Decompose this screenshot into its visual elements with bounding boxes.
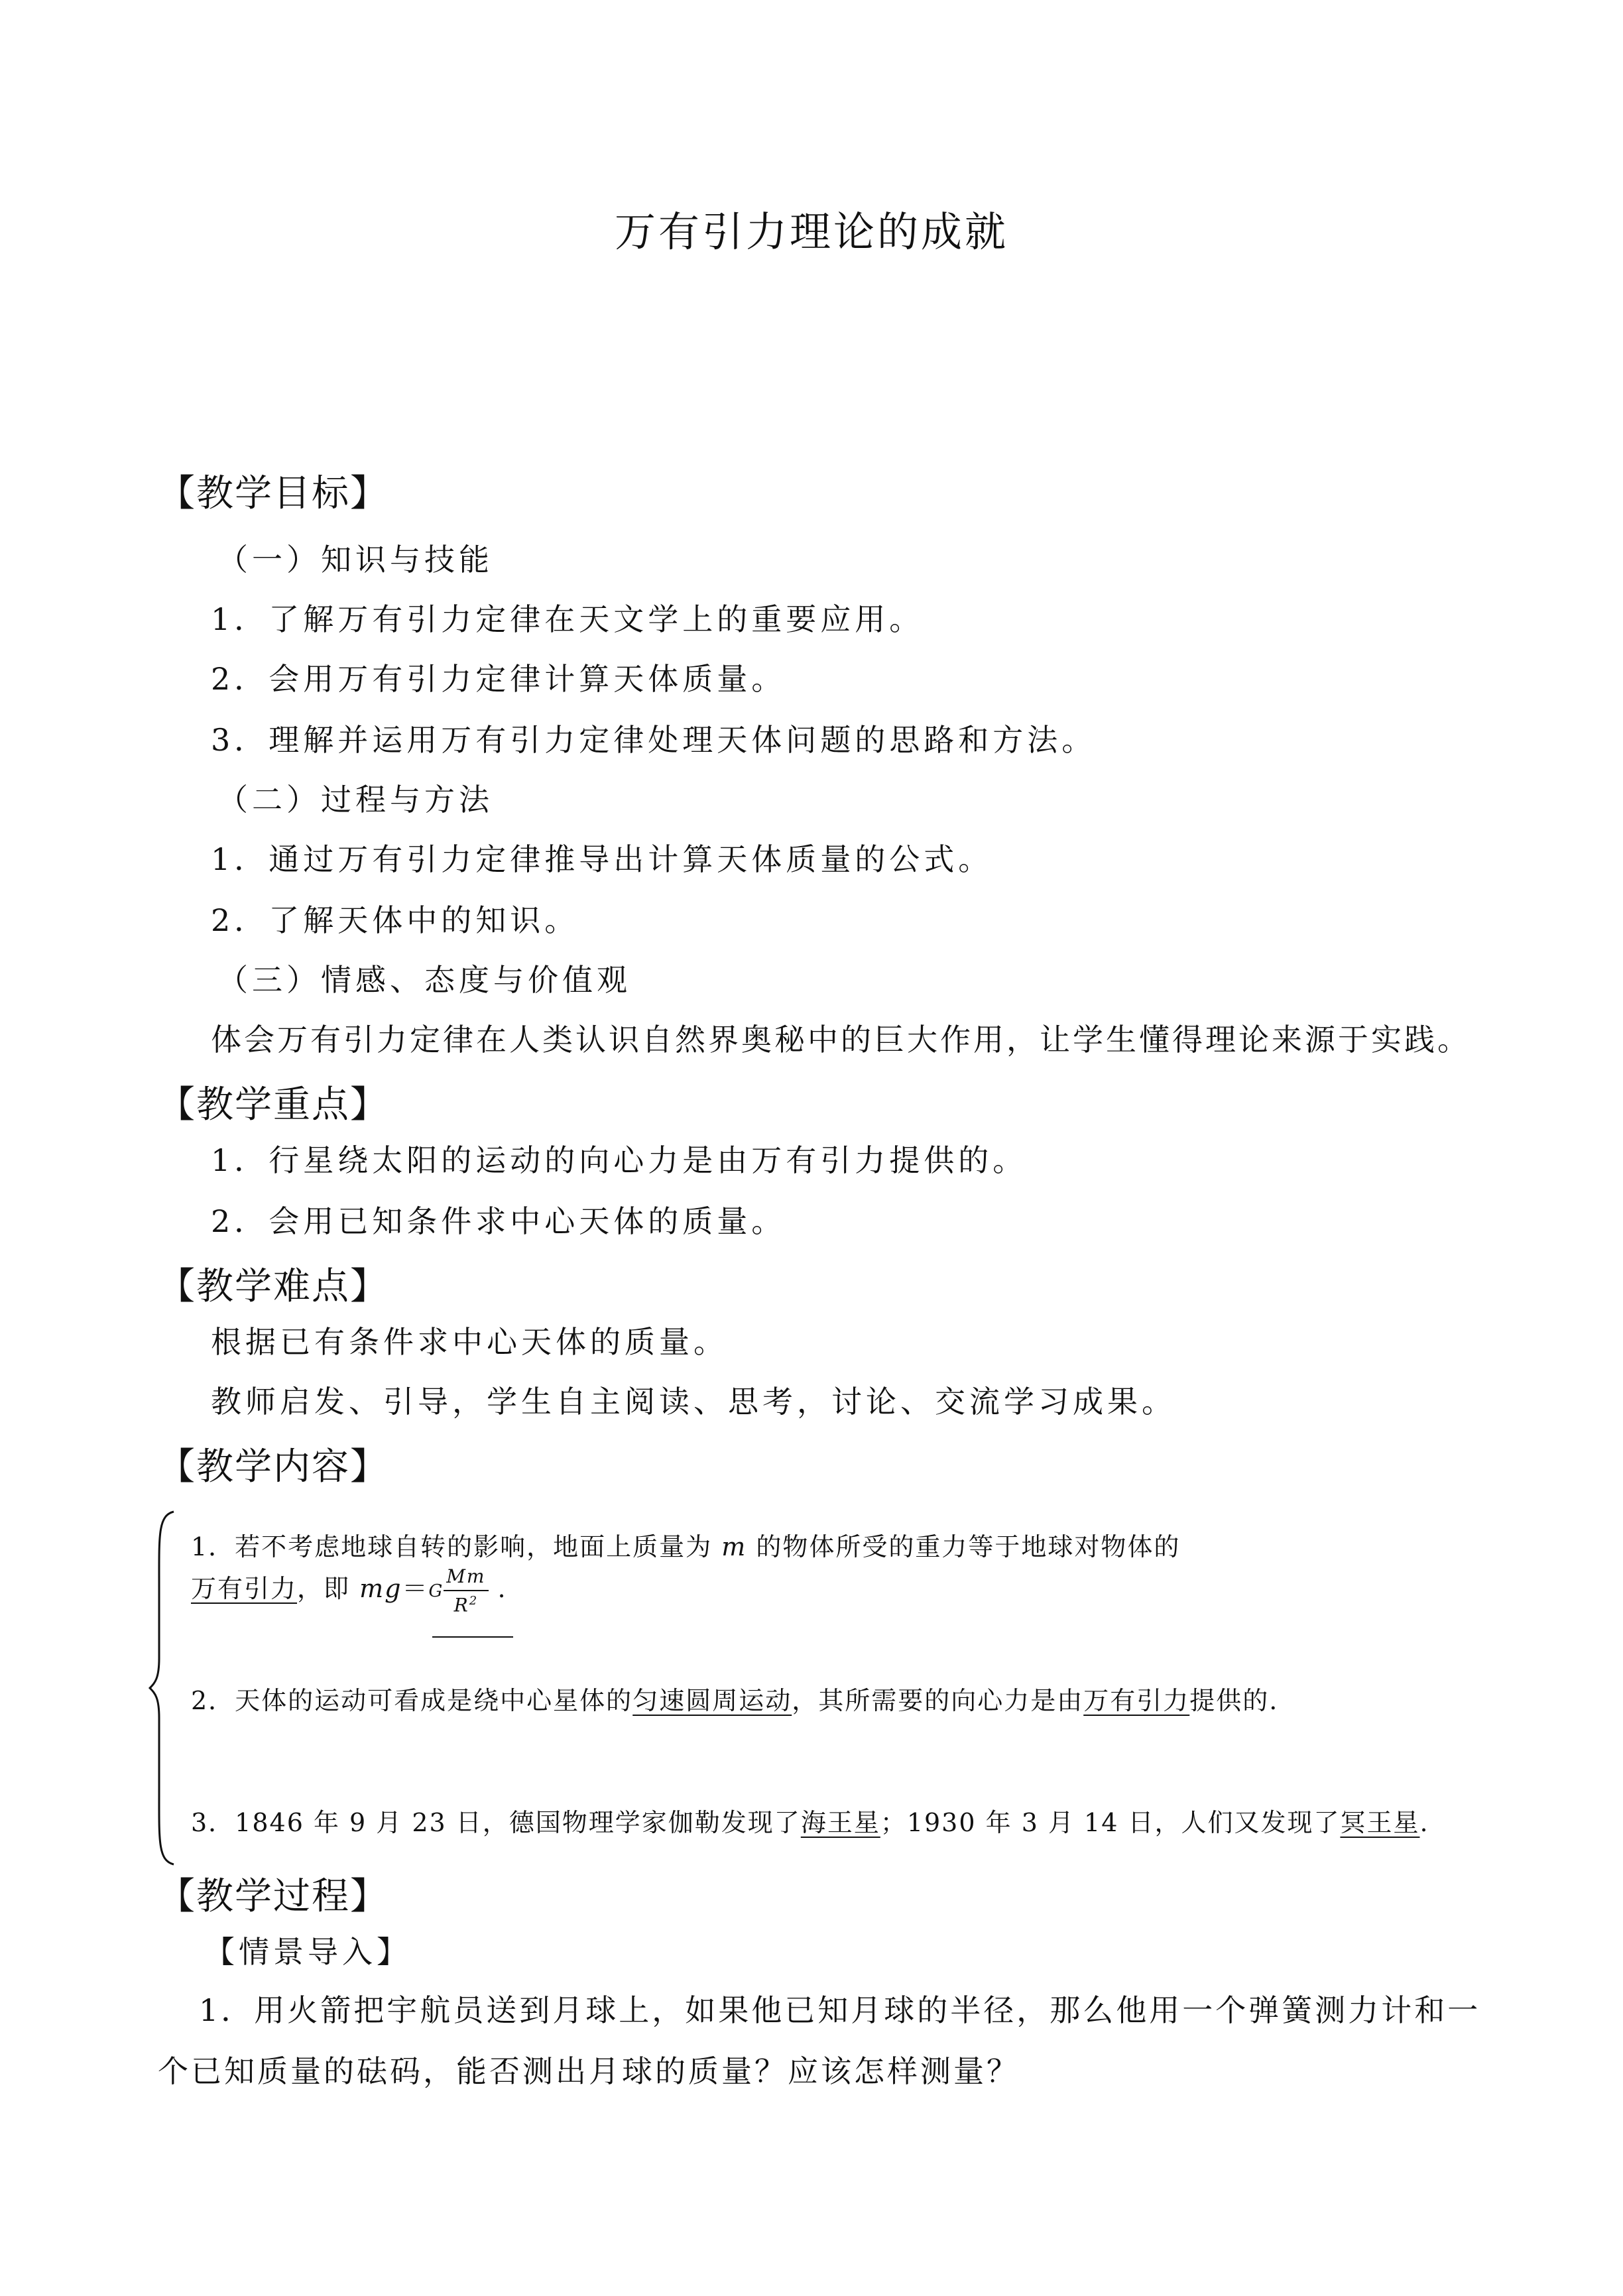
answer-universal-gravitation-2: 万有引力 bbox=[1083, 1686, 1190, 1715]
section-heading-content: 【教学内容】 bbox=[158, 1445, 389, 1488]
content-item-3: 3．1846 年 9 月 23 日，德国物理学家伽勒发现了海王星；1930 年 3 月 14 日，人们又发现了冥王星. bbox=[191, 1808, 1429, 1837]
section-heading-goals: 【教学目标】 bbox=[158, 472, 389, 515]
subheading-scenario-intro: 【情景导入】 bbox=[204, 1934, 411, 1970]
page-title: 万有引力理论的成就 bbox=[614, 208, 1008, 256]
section-heading-process: 【教学过程】 bbox=[158, 1875, 389, 1918]
difficulty-2: 教师启发、引导，学生自主阅读、思考，讨论、交流学习成果。 bbox=[211, 1384, 1176, 1420]
emotion-values-text: 体会万有引力定律在人类认识自然界奥秘中的巨大作用，让学生懂得理论来源于实践。 bbox=[211, 1022, 1471, 1057]
answer-universal-gravitation: 万有引力 bbox=[191, 1574, 298, 1604]
goal-item-1: 1．了解万有引力定律在天文学上的重要应用。 bbox=[211, 601, 924, 637]
section-heading-difficulties: 【教学难点】 bbox=[158, 1265, 389, 1308]
difficulty-1: 根据已有条件求中心天体的质量。 bbox=[211, 1324, 728, 1360]
fraction-mm-over-r2: $\frac{Mm}{R^2}$ bbox=[444, 1567, 488, 1614]
method-item-2: 2．了解天体中的知识。 bbox=[211, 902, 579, 938]
subheading-knowledge-skills: （一）知识与技能 bbox=[217, 542, 493, 577]
content-item-1-line-2: 万有引力，即 mg＝G $\frac{Mm}{R^2}$ . bbox=[191, 1565, 507, 1616]
answer-blank-underline bbox=[432, 1636, 513, 1638]
key-point-1: 1．行星绕太阳的运动的向心力是由万有引力提供的。 bbox=[211, 1142, 1028, 1178]
method-item-1: 1．通过万有引力定律推导出计算天体质量的公式。 bbox=[211, 841, 993, 877]
answer-neptune: 海王星 bbox=[800, 1808, 880, 1837]
answer-pluto: 冥王星 bbox=[1340, 1808, 1420, 1837]
subheading-emotion-values: （三）情感、态度与价值观 bbox=[217, 962, 631, 998]
goal-item-3: 3．理解并运用万有引力定律处理天体问题的思路和方法。 bbox=[211, 722, 1097, 758]
scenario-question-line-1: 1．用火箭把宇航员送到月球上，如果他已知月球的半径，那么他用一个弹簧测力计和一 bbox=[199, 1992, 1481, 2028]
section-heading-key-points: 【教学重点】 bbox=[158, 1083, 389, 1126]
content-item-2: 2．天体的运动可看成是绕中心星体的匀速圆周运动，其所需要的向心力是由万有引力提供的. bbox=[191, 1686, 1279, 1715]
gravity-formula: G bbox=[428, 1581, 444, 1601]
content-item-1-line-1: 1．若不考虑地球自转的影响，地面上质量为 m 的物体所受的重力等于地球对物体的 bbox=[191, 1532, 1181, 1561]
answer-uniform-circular-motion: 匀速圆周运动 bbox=[632, 1686, 792, 1715]
key-point-2: 2．会用已知条件求中心天体的质量。 bbox=[211, 1203, 786, 1239]
curly-brace-icon bbox=[147, 1509, 180, 1867]
goal-item-2: 2．会用万有引力定律计算天体质量。 bbox=[211, 661, 786, 697]
subheading-process-method: （二）过程与方法 bbox=[217, 782, 493, 817]
scenario-question-line-2: 个已知质量的砝码，能否测出月球的质量？应该怎样测量？ bbox=[158, 2053, 1020, 2089]
